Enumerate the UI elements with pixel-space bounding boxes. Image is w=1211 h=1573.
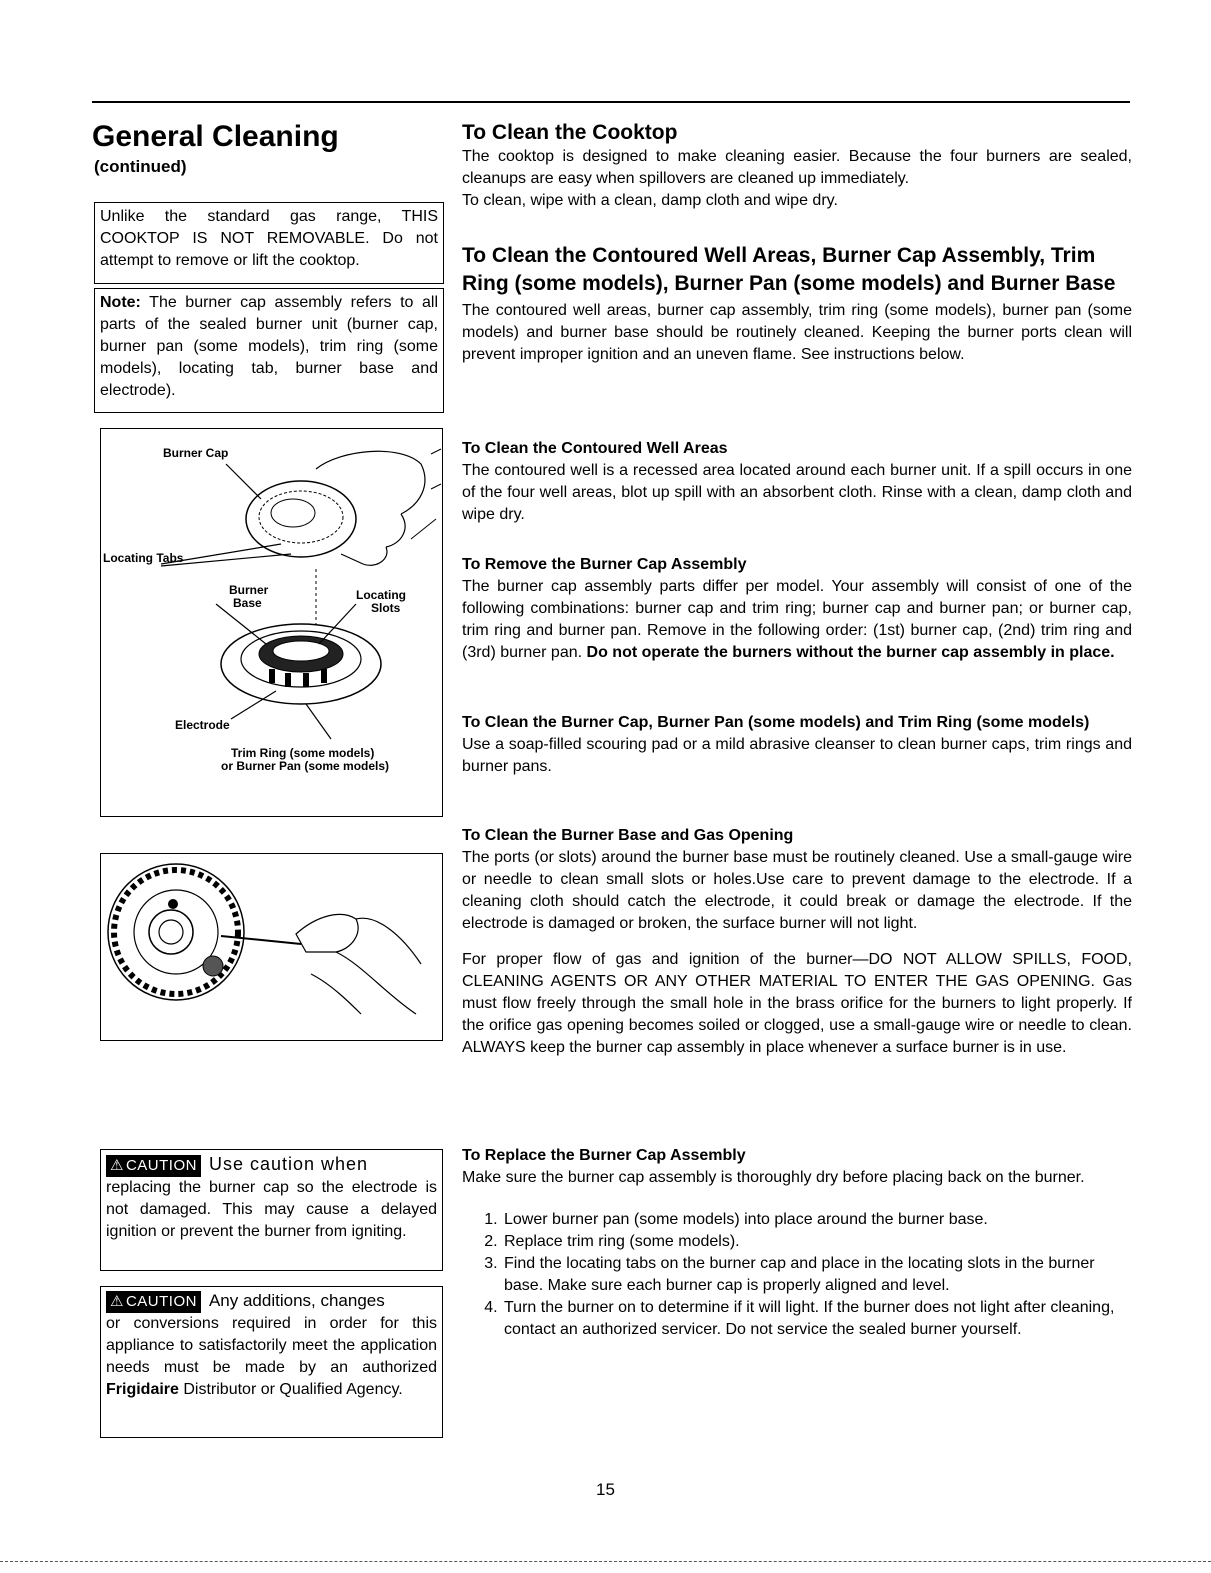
notice-text: Unlike the standard gas range, THIS COOKTOP IS NOT REMOVABLE. Do not attempt to remove or lift the cooktop. <box>100 208 438 269</box>
list-item: 4. Turn the burner on to determine if it will light. If the burner does not light after cleaning, contact an authorized servicer. Do not service the sealed burner yourself. <box>502 1297 1132 1341</box>
notice-box <box>94 202 444 284</box>
section-title: To Clean the Contoured Well Areas <box>462 440 728 457</box>
label-burner-base-1: Burner <box>229 583 269 597</box>
section-remove-cap <box>462 554 1132 664</box>
caution-badge-text: CAUTION <box>125 1157 197 1174</box>
caution-line-1 <box>106 1290 437 1313</box>
section-clean-well-areas <box>462 438 1132 526</box>
section-title: To Replace the Burner Cap Assembly <box>462 1147 746 1164</box>
list-item: 3. Find the locating tabs on the burner cap and place in the locating slots in the burner base. Make sure each burner cap is properly aligned and level. <box>502 1253 1132 1297</box>
section-title: To Clean the Cooktop <box>462 121 678 144</box>
section-title: To Clean the Burner Base and Gas Opening <box>462 827 794 844</box>
list-item: 2. Replace trim ring (some models). <box>502 1231 1132 1253</box>
section-title: To Clean the Burner Cap, Burner Pan (some models) and Trim Ring (some models) <box>462 714 1090 731</box>
top-rule <box>92 101 1130 103</box>
caution-text <box>106 1313 437 1401</box>
label-electrode: Electrode <box>175 718 230 732</box>
caution-line-1 <box>106 1153 437 1177</box>
brand-name: Frigidaire <box>106 1381 179 1398</box>
label-trim-ring-2: or Burner Pan (some models) <box>221 759 390 773</box>
page-title: General Cleaning <box>92 120 339 153</box>
note-label: Note: <box>100 294 141 311</box>
caution-badge <box>106 1155 201 1177</box>
replace-steps-list <box>462 1209 1132 1341</box>
warning-triangle-icon: ⚠ <box>110 1157 124 1174</box>
label-burner-base-2: Base <box>233 596 262 610</box>
label-locating-tabs: Locating Tabs <box>103 551 184 565</box>
section-clean-cooktop <box>462 120 1132 212</box>
section-warning: Do not operate the burners without the burner cap assembly in place. <box>586 644 1115 661</box>
section-title: To Remove the Burner Cap Assembly <box>462 556 747 573</box>
page-subtitle: (continued) <box>94 157 187 176</box>
caution-box-electrode <box>100 1149 443 1271</box>
list-item: 1. Lower burner pan (some models) into place around the burner base. <box>502 1209 1132 1231</box>
section-paragraph: To clean, wipe with a clean, damp cloth and wipe dry. <box>462 192 838 209</box>
warning-triangle-icon: ⚠ <box>110 1293 124 1310</box>
section-paragraph: The contoured well areas, burner cap assembly, trim ring (some models), burner pan (some models) and burner base should be routinely cleaned. Keeping the burner ports clean will prevent improper ignition and an uneven flame. See instructions below. <box>462 302 1132 363</box>
burner-base-cleaning-illustration <box>101 854 442 1040</box>
note-text: The burner cap assembly refers to all parts of the sealed burner unit (burner cap, burner pan (some models), trim ring (some models), locating tab, burner base and electrode). <box>100 294 438 399</box>
caution-text-after: Distributor or Qualified Agency. <box>183 1381 403 1398</box>
label-locating-slots-2: Slots <box>371 601 401 615</box>
section-clean-contoured <box>462 242 1132 366</box>
section-paragraph: The contoured well is a recessed area located around each burner unit. If a spill occurs in one of the four well areas, blot up spill with an absorbent cloth. Rinse with a clean, damp cloth and wipe dry. <box>462 462 1132 523</box>
label-locating-slots-1: Locating <box>356 588 406 602</box>
section-paragraph: The cooktop is designed to make cleaning easier. Because the four burners are sealed, cleanups are easy when spillovers are cleaned up immediately. <box>462 148 1132 187</box>
left-column <box>92 118 448 190</box>
caution-lead: Any additions, changes <box>208 1291 385 1310</box>
section-clean-base-gas <box>462 825 1132 1059</box>
section-paragraph: Use a soap-filled scouring pad or a mild abrasive cleanser to clean burner caps, trim rings and burner pans. <box>462 736 1132 775</box>
caution-text-before: or conversions required in order for this appliance to satisfactorily meet the application needs must be made by an authorized <box>106 1315 437 1376</box>
section-paragraph: Make sure the burner cap assembly is thoroughly dry before placing back on the burner. <box>462 1169 1085 1186</box>
burner-assembly-figure <box>100 428 443 817</box>
caution-box-conversions <box>100 1286 443 1438</box>
caution-badge-text: CAUTION <box>125 1293 197 1310</box>
caution-badge <box>106 1291 201 1313</box>
section-replace-cap <box>462 1145 1132 1341</box>
caution-text: replacing the burner cap so the electrode is not damaged. This may cause a delayed ignition or prevent the burner from igniting. <box>106 1179 437 1240</box>
label-trim-ring-1: Trim Ring (some models) <box>231 746 375 760</box>
burner-base-cleaning-figure <box>100 853 443 1041</box>
note-box <box>94 288 444 413</box>
bottom-rule <box>0 1561 1211 1562</box>
page-number: 15 <box>596 1480 615 1499</box>
section-clean-cap <box>462 712 1132 778</box>
section-paragraph-text: The burner cap assembly parts differ per model. Your assembly will consist of one of the following combinations: burner cap and trim ring; burner cap and burner pan; or burner cap, trim ring and burner pan. Remove in the following order: (1st) burner cap, (2nd) trim ring and (3rd) burner pan. <box>462 578 1132 661</box>
section-paragraph: For proper flow of gas and ignition of the burner—DO NOT ALLOW SPILLS, FOOD, CLEANING AGENTS OR ANY OTHER MATERIAL TO ENTER THE GAS OPENING. Gas must flow freely through the small hole in the brass orifice for the burners to light properly. If the orifice gas opening becomes soiled or clogged, use a small-gauge wire or needle to clean. ALWAYS keep the burner cap assembly in place whenever a surface burner is in use. <box>462 951 1132 1056</box>
caution-lead: Use caution when <box>208 1154 369 1174</box>
section-title: To Clean the Contoured Well Areas, Burner Cap Assembly, Trim Ring (some models), Burner Pan (some models) and Burner Base <box>462 244 1116 295</box>
section-paragraph <box>462 576 1132 664</box>
label-burner-cap: Burner Cap <box>163 446 229 460</box>
section-paragraph: The ports (or slots) around the burner base must be routinely cleaned. Use a small-gauge wire or needle to clean small slots or holes.Use care to prevent damage to the electrode. If a cleaning cloth should catch the electrode, it could break or damage the electrode. If the electrode is damaged or broken, the surface burner will not light. <box>462 849 1132 932</box>
